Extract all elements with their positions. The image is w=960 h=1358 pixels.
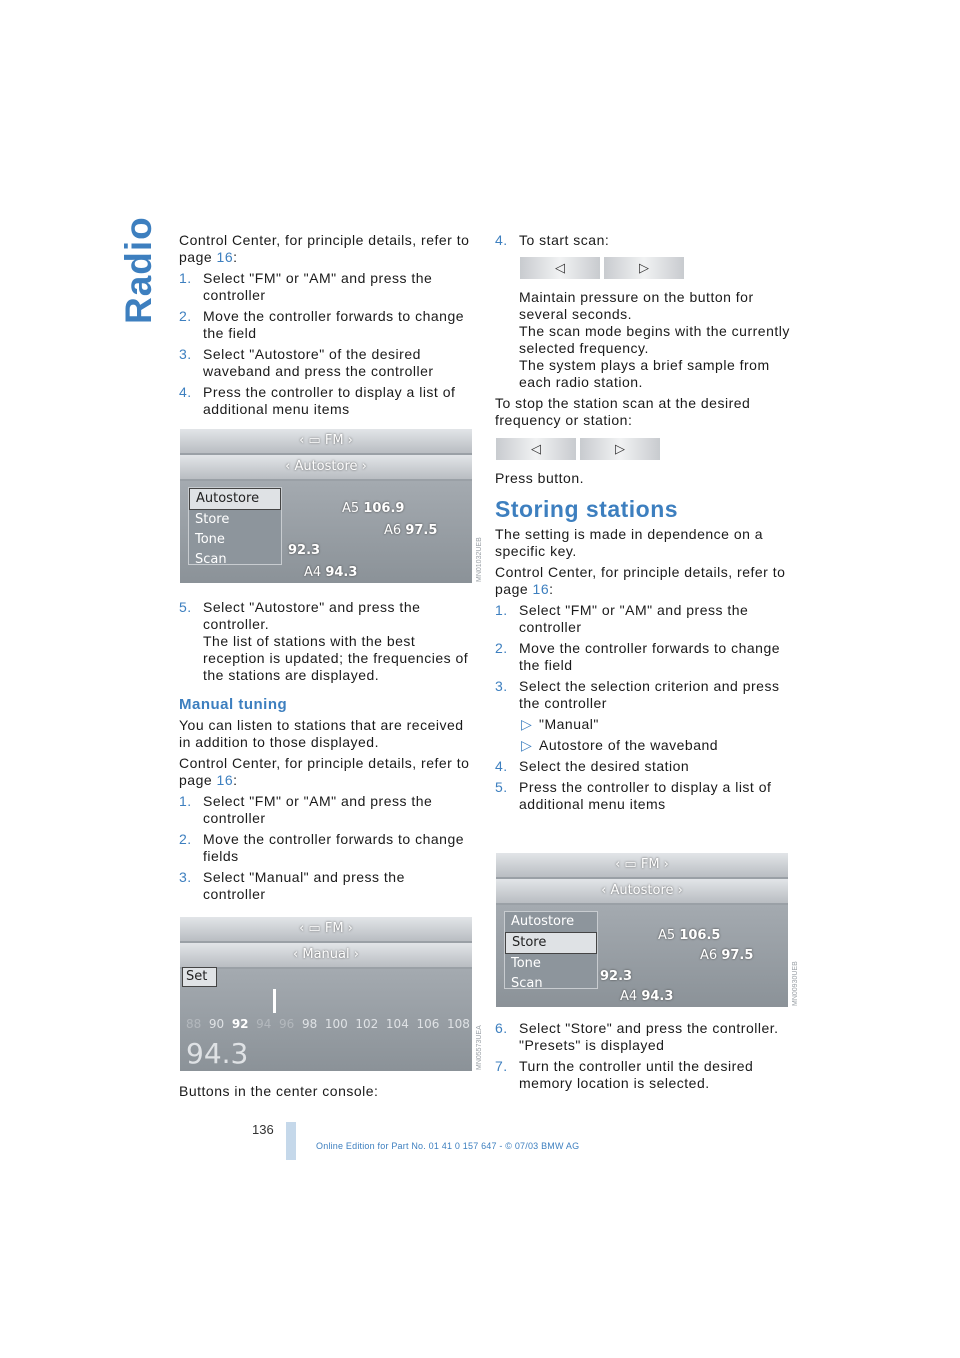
station: A6 97.5 [384,523,438,538]
press-paragraph: Press button. [495,470,584,486]
list-item: 3. Select the selection criterion and press the controller ▷ "Manual" ▷ Autostore of the waveband [495,678,791,754]
station: A5 106.5 [658,928,721,943]
mode-bar: ‹ Autostore › [180,455,472,479]
list-item: 5. Select "Autostore" and press the controller. The list of stations with the best reception is updated; the frequencies of the stations are displayed. [179,599,469,683]
page-link[interactable]: 16 [532,581,550,597]
menu-popup [188,487,282,565]
image-code: MN05573UEA [476,1025,483,1070]
frequency-readout: 94.3 [186,1037,249,1070]
image-code: MN00930UEB [792,961,799,1006]
right-column [495,232,791,253]
list-item: 3. Select "Autostore" of the desired waveband and press the controller [179,346,434,379]
manual-tuning-heading: Manual tuning [179,696,288,713]
menu-item-store[interactable]: Store [195,512,230,527]
menu-item-autostore[interactable]: Autostore [511,914,575,929]
station: 92.3 [600,969,633,984]
footer-text: Online Edition for Part No. 01 41 0 157 647 - © 07/03 BMW AG [316,1141,580,1151]
steps-list-1 [179,270,471,418]
menu-item-tone[interactable]: Tone [195,532,225,547]
set-button[interactable]: Set [182,967,217,987]
stop-buttons [496,438,660,460]
storing-paragraph: The setting is made in dependence on a specific key. [495,526,764,559]
list-item: 2. Move the controller forwards to change the field [495,640,781,673]
menu-item-scan[interactable]: Scan [195,552,227,567]
list-item: 6. Select "Store" and press the controller. "Presets" is displayed [495,1020,779,1053]
band-bar: ‹ ▭ FM › [180,429,472,453]
steps-list-3 [495,602,791,813]
page-number: 136 [252,1122,274,1137]
steps-list-4 [495,1020,791,1092]
station: 92.3 [288,543,321,558]
station: A4 94.3 [304,565,358,580]
scan-buttons [520,257,684,279]
mode-bar: ‹ Manual › [180,943,472,967]
list-item: 2. Move the controller forwards to change fields [179,831,465,864]
triangle-right-icon: ▷ [639,260,649,275]
list-item: 4. Select the desired station [495,758,690,774]
list-item: 3. Select "Manual" and press the controller [179,869,405,902]
band-bar: ‹ ▭ FM › [180,917,472,941]
menu-item-scan[interactable]: Scan [511,976,543,991]
list-item: ▷ "Manual" [521,716,599,732]
list-item: ▷ Autostore of the waveband [521,737,719,753]
station: A5 106.9 [342,501,405,516]
right-column-4 [495,1020,791,1096]
frequency-scale: 88 90 92 94 96 98 100 102 104 106 108 [186,1017,470,1031]
triangle-left-icon: ◁ [531,441,541,456]
menu-item-tone[interactable]: Tone [511,956,541,971]
list-item: 1. Select "FM" or "AM" and press the controller [495,602,749,635]
station: A6 97.5 [700,948,754,963]
steps-list-2 [179,793,471,903]
list-item: 4. To start scan: [495,232,610,248]
band-bar: ‹ ▭ FM › [496,853,788,877]
seek-right-button[interactable] [580,438,660,460]
stop-paragraph: To stop the station scan at the desired frequency or station: [495,395,751,428]
seek-left-button[interactable] [496,438,576,460]
page-link[interactable]: 16 [216,249,234,265]
menu-popup [504,911,598,989]
bullet-triangle-icon: ▷ [521,737,533,753]
footer-accent-bar [286,1122,296,1160]
seek-right-button[interactable] [604,257,684,279]
tuning-needle [273,989,276,1013]
list-item: 4. Press the controller to display a list of additional menu items [179,384,456,417]
triangle-right-icon: ▷ [615,441,625,456]
manual-paragraph: You can listen to stations that are received in addition to those displayed. [179,717,464,750]
manual-screen [180,917,472,1071]
left-column-2 [179,599,471,907]
autostore-screen [180,429,472,583]
left-column [179,232,471,422]
storing-intro: Control Center, for principle details, refer to page 16: [495,564,786,597]
image-code: MN01032UEB [476,537,483,582]
menu-item-store[interactable]: Store [505,932,597,954]
menu-item-autostore[interactable]: Autostore [189,488,281,510]
scan-paragraph: Maintain pressure on the button for several seconds. The scan mode begins with the currently selected frequency. The system plays a brief sample from each radio station. [519,289,790,390]
storing-stations-heading: Storing stations [495,496,679,522]
bullet-triangle-icon: ▷ [521,716,533,732]
list-item: 1. Select "FM" or "AM" and press the controller [179,270,433,303]
right-column-3 [495,470,791,817]
intro-paragraph: Control Center, for principle details, refer to page 16: [179,232,470,265]
list-item: 2. Move the controller forwards to change the field [179,308,465,341]
triangle-left-icon: ◁ [555,260,565,275]
store-screen [496,853,788,1007]
manual-intro: Control Center, for principle details, refer to page 16: [179,755,470,788]
section-title: Radio [118,216,159,324]
mode-bar: ‹ Autostore › [496,879,788,903]
page-link[interactable]: 16 [216,772,234,788]
station: A4 94.3 [620,989,674,1004]
list-item: 7. Turn the controller until the desired memory location is selected. [495,1058,754,1091]
buttons-caption: Buttons in the center console: [179,1083,379,1099]
right-column-2 [495,289,791,433]
list-item: 5. Press the controller to display a list of additional menu items [495,779,772,812]
list-item: 1. Select "FM" or "AM" and press the controller [179,793,433,826]
seek-left-button[interactable] [520,257,600,279]
